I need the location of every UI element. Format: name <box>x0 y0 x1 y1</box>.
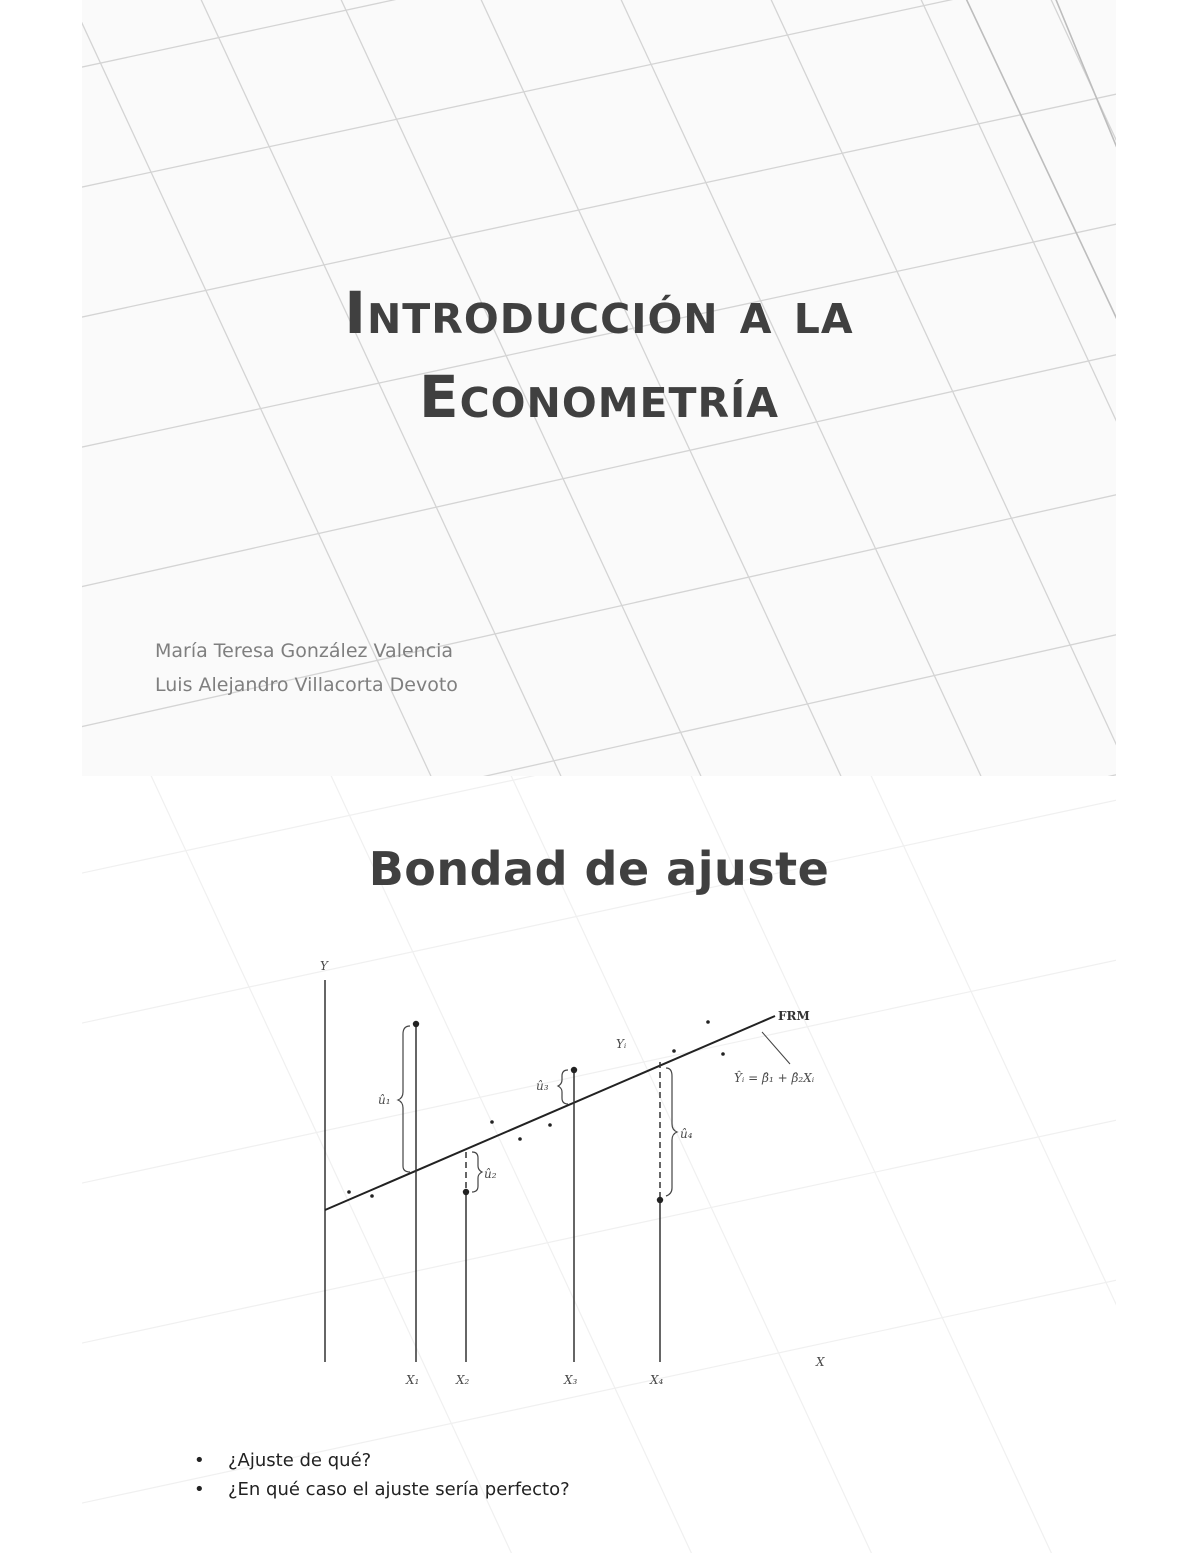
regression-equation: Ŷᵢ = β̂₁ + β̂₂Xᵢ <box>734 1071 815 1085</box>
x-tick-label: X₄ <box>650 1373 664 1387</box>
data-point <box>347 1190 351 1194</box>
data-point <box>672 1049 676 1053</box>
residual-label: û₁ <box>378 1093 391 1107</box>
presentation-title <box>82 272 1116 439</box>
data-point <box>413 1021 419 1027</box>
x-tick-label: X₁ <box>406 1373 420 1387</box>
author-name: Luis Alejandro Villacorta Devoto <box>155 674 458 696</box>
residual-label: û₃ <box>536 1079 549 1093</box>
bullet-icon: • <box>194 1450 205 1471</box>
x-tick-label: X₂ <box>456 1373 470 1387</box>
residual-1-brace <box>398 1026 410 1172</box>
x-axis-label: X <box>816 1355 825 1369</box>
equation-pointer <box>762 1032 790 1064</box>
list-item <box>194 1446 570 1475</box>
residual-2-brace <box>472 1152 482 1192</box>
residual-4-brace <box>666 1068 677 1196</box>
regression-line <box>325 1016 775 1210</box>
residual-label: û₂ <box>484 1167 497 1181</box>
data-point <box>657 1197 663 1203</box>
list-item <box>194 1475 570 1504</box>
title-line-1: Introducción a la <box>344 279 854 347</box>
data-point <box>518 1137 522 1141</box>
residual-3-brace <box>558 1070 568 1104</box>
content-slide <box>82 776 1116 1553</box>
title-line-2: Econometría <box>418 362 780 431</box>
data-point <box>706 1020 710 1024</box>
data-point <box>490 1120 494 1124</box>
regression-diagram <box>300 952 860 1392</box>
question-list <box>194 1446 570 1504</box>
data-point <box>548 1123 552 1127</box>
authors <box>155 634 458 702</box>
bullet-text: ¿Ajuste de qué? <box>228 1450 372 1471</box>
bullet-text: ¿En qué caso el ajuste sería perfecto? <box>228 1479 570 1500</box>
title-slide <box>82 0 1116 776</box>
x-tick-label: X₃ <box>564 1373 578 1387</box>
slide-title: Bondad de ajuste <box>368 842 830 896</box>
data-point <box>463 1189 469 1195</box>
residual-label: û₄ <box>680 1127 693 1141</box>
bullet-icon: • <box>194 1479 205 1500</box>
data-point <box>571 1067 577 1073</box>
data-point <box>370 1194 374 1198</box>
data-point <box>721 1052 725 1056</box>
author-name: María Teresa González Valencia <box>155 640 454 662</box>
regression-label: FRM <box>778 1009 810 1023</box>
y-axis-label: Y <box>320 959 328 973</box>
fitted-value-label: Yᵢ <box>616 1037 627 1051</box>
